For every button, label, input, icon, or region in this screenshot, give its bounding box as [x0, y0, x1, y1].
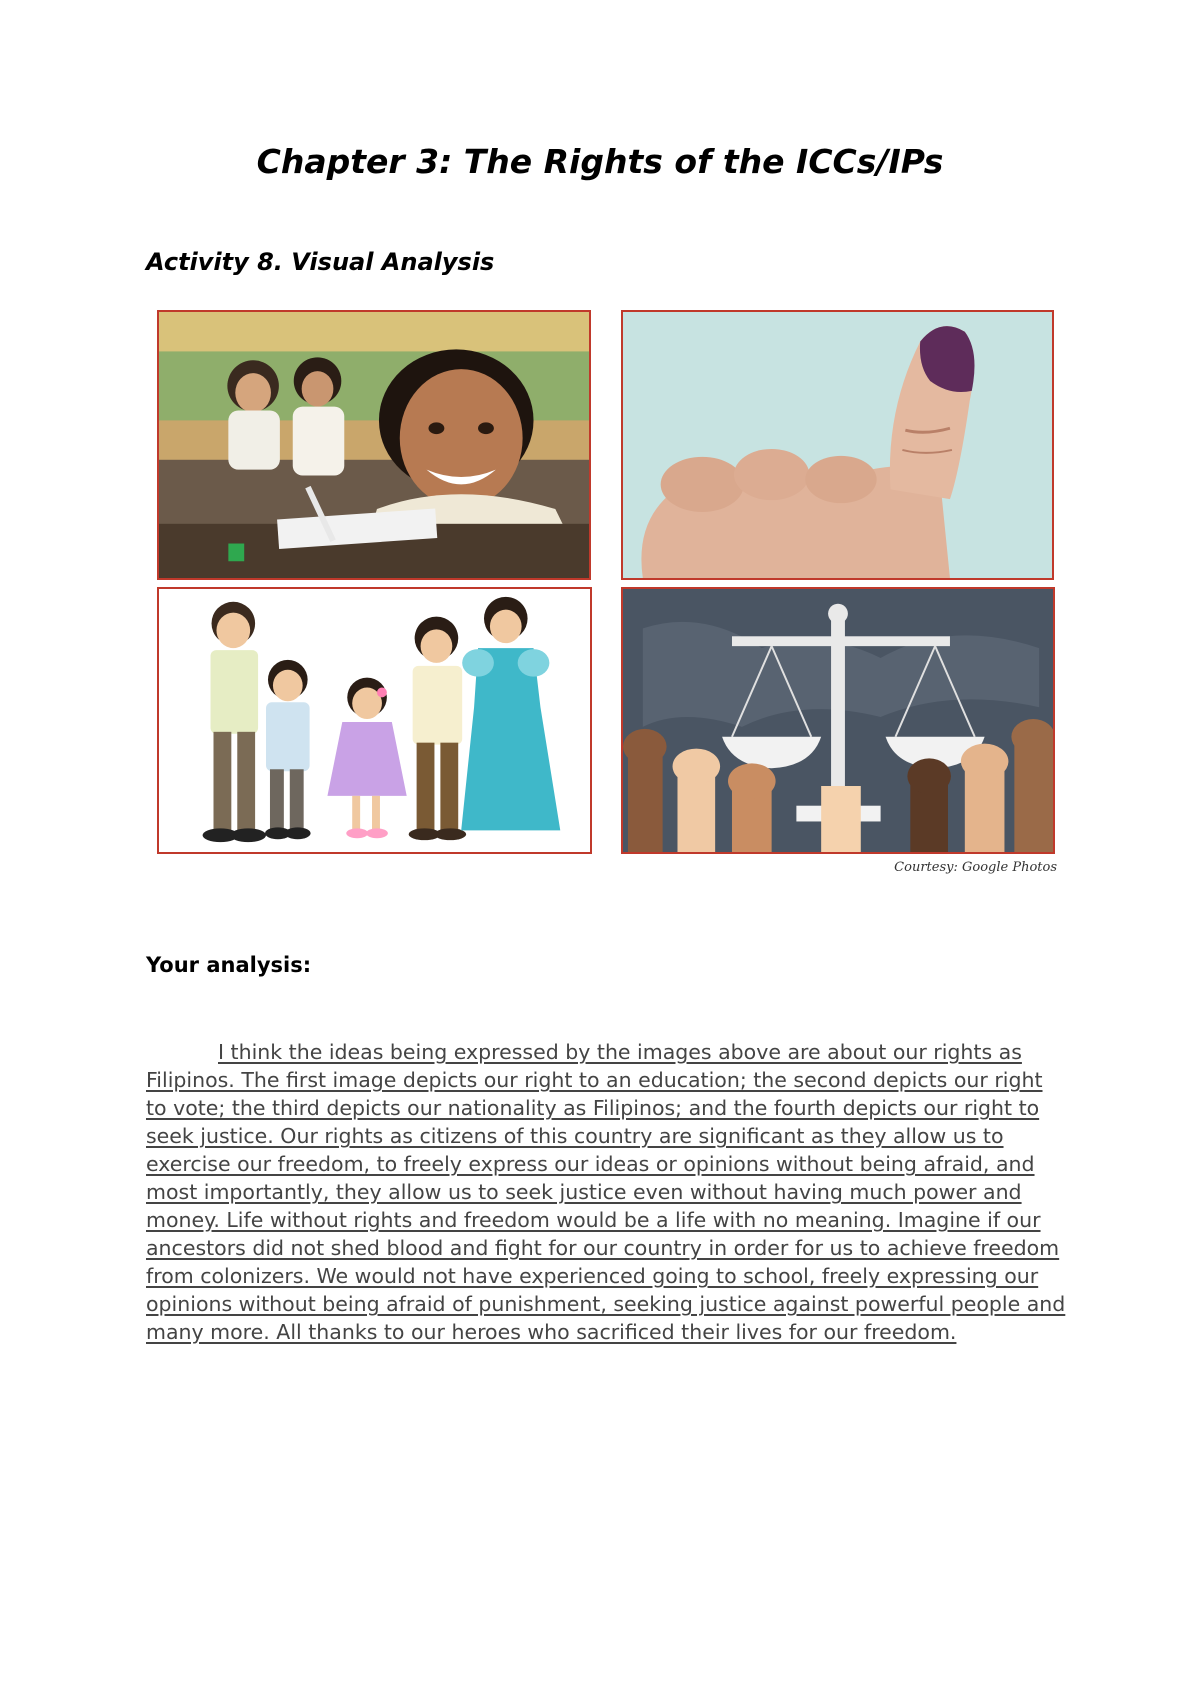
- image-courtesy: Courtesy: Google Photos: [894, 860, 1057, 875]
- analysis-text: I think the ideas being expressed by the images above are about our rights as Filipinos. The first image depicts our right to an education; the second depicts our right to vote; the third depicts our nationality as Filipinos; and the fourth depicts our right to seek justice. Our rights as citizens of this country are significant as they allow us to exercise our freedom, to freely express our ideas or opinions without being afraid, and most importantly, they allow us to seek justice even without having much power and money. Life without rights and freedom would be a life with no meaning. Imagine if our ancestors did not shed blood and fight for our country in order for us to achieve freedom from colonizers. We would not have experienced going to school, freely expressing our opinions without being afraid of punishment, seeking justice against powerful people and many more. All thanks to our heroes who sacrificed their lives for our freedom.: [146, 1040, 1066, 1344]
- justice-scale-with-fists-icon: [621, 587, 1055, 854]
- chapter-title: Chapter 3: The Rights of the ICCs/IPs: [256, 142, 944, 181]
- filipino-family-illustration-icon: [157, 587, 592, 854]
- ink-marked-finger-icon: [621, 310, 1054, 580]
- activity-title: Activity 8. Visual Analysis: [146, 248, 495, 276]
- analysis-label: Your analysis:: [146, 953, 312, 977]
- student-writing-in-classroom-icon: [157, 310, 591, 580]
